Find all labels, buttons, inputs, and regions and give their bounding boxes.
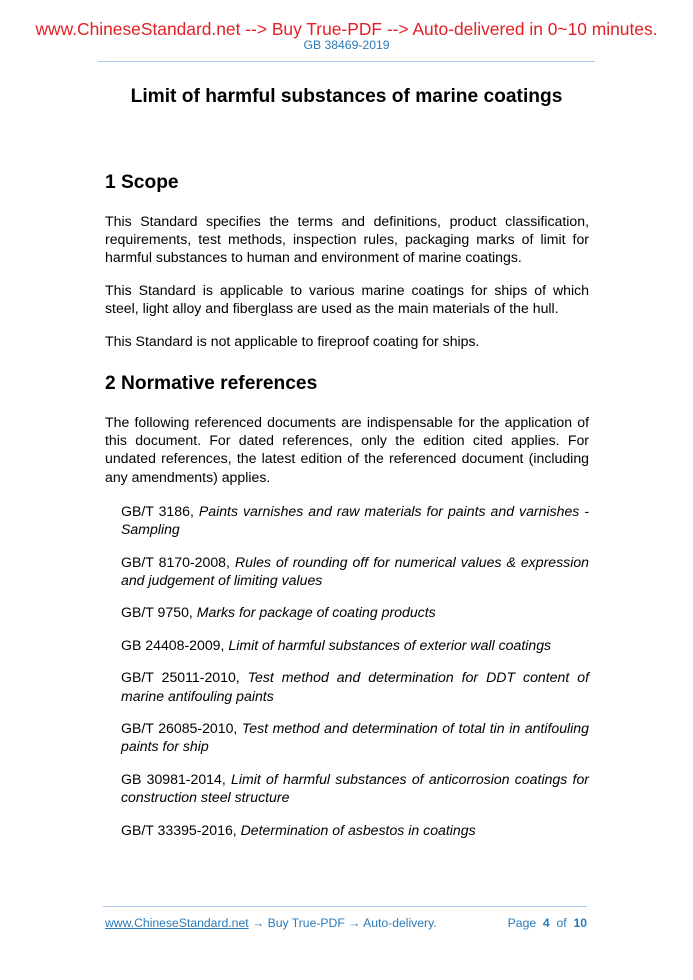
reference-code: GB/T 25011-2010, [121, 669, 248, 686]
section-heading-normative-references: 2 Normative references [105, 373, 318, 394]
page-of-label: of [556, 916, 567, 930]
page-total: 10 [573, 916, 587, 930]
reference-title: Limit of harmful substances of anticorrosion coatings for construction steel structure [121, 770, 589, 806]
reference-code: GB 30981-2014, [121, 770, 232, 787]
reference-code: GB/T 26085-2010, [121, 720, 242, 737]
document-code: GB 38469-2019 [303, 38, 390, 52]
reference-title: Limit of harmful substances of exterior wall coatings [228, 636, 552, 653]
reference-title: Determination of asbestos in coatings [240, 821, 476, 838]
normative-references-paragraph: The following referenced documents are indispensable for the application of this document. For dated references, only the edition cited applies. For undated references, the latest edition of the referenced document (including any amendments) applies. [105, 414, 589, 485]
page-footer [105, 916, 587, 930]
reference-list [121, 502, 589, 853]
section-heading-scope: 1 Scope [105, 172, 179, 193]
reference-code: GB/T 8170-2008, [121, 553, 235, 570]
reference-item [121, 603, 589, 621]
reference-code: GB 24408-2009, [121, 636, 229, 653]
reference-title: Paints varnishes and raw materials for paints and varnishes - Sampling [121, 503, 590, 538]
footer-promo [105, 916, 437, 930]
document-title: Limit of harmful substances of marine coatings [130, 86, 563, 107]
page-current: 4 [542, 916, 550, 930]
scope-body [105, 212, 589, 350]
reference-code: GB/T 33395-2016, [121, 821, 241, 838]
reference-item [121, 553, 589, 589]
scope-paragraph: This Standard is not applicable to fireproof coating for ships. [105, 333, 480, 350]
header-divider [98, 61, 595, 62]
scope-paragraph: This Standard specifies the terms and definitions, product classification, requirements, test methods, inspection rules, packaging marks of limit for harmful substances to human and environment of marine coatings. [105, 213, 589, 266]
footer-divider [103, 906, 587, 907]
page-label: Page [507, 916, 537, 930]
reference-item [121, 719, 589, 755]
reference-code: GB/T 3186, [121, 503, 199, 519]
scope-paragraph: This Standard is applicable to various marine coatings for ships of which steel, light alloy and fiberglass are used as the main materials of the hull. [105, 282, 589, 317]
page-indicator [508, 916, 587, 930]
reference-title: Test method and determination for DDT content of marine antifouling paints [121, 669, 589, 704]
reference-title: Marks for package of coating products [196, 604, 436, 621]
footer-tagline: → Buy True-PDF → Auto-delivery. [248, 916, 437, 930]
reference-item [121, 821, 589, 839]
reference-item [121, 770, 589, 806]
reference-title: Test method and determination of total tin in antifouling paints for ship [121, 720, 589, 755]
reference-title: Rules of rounding off for numerical values & expression and judgement of limiting values [121, 553, 590, 588]
reference-item [121, 502, 589, 538]
promo-banner: www.ChineseStandard.net --> Buy True-PDF --> Auto-delivered in 0~10 minutes. [35, 19, 658, 39]
reference-code: GB/T 9750, [121, 604, 197, 621]
footer-site-link[interactable]: www.ChineseStandard.net [105, 916, 249, 930]
normative-references-intro [105, 413, 589, 486]
reference-item [121, 636, 589, 654]
reference-item [121, 668, 589, 704]
